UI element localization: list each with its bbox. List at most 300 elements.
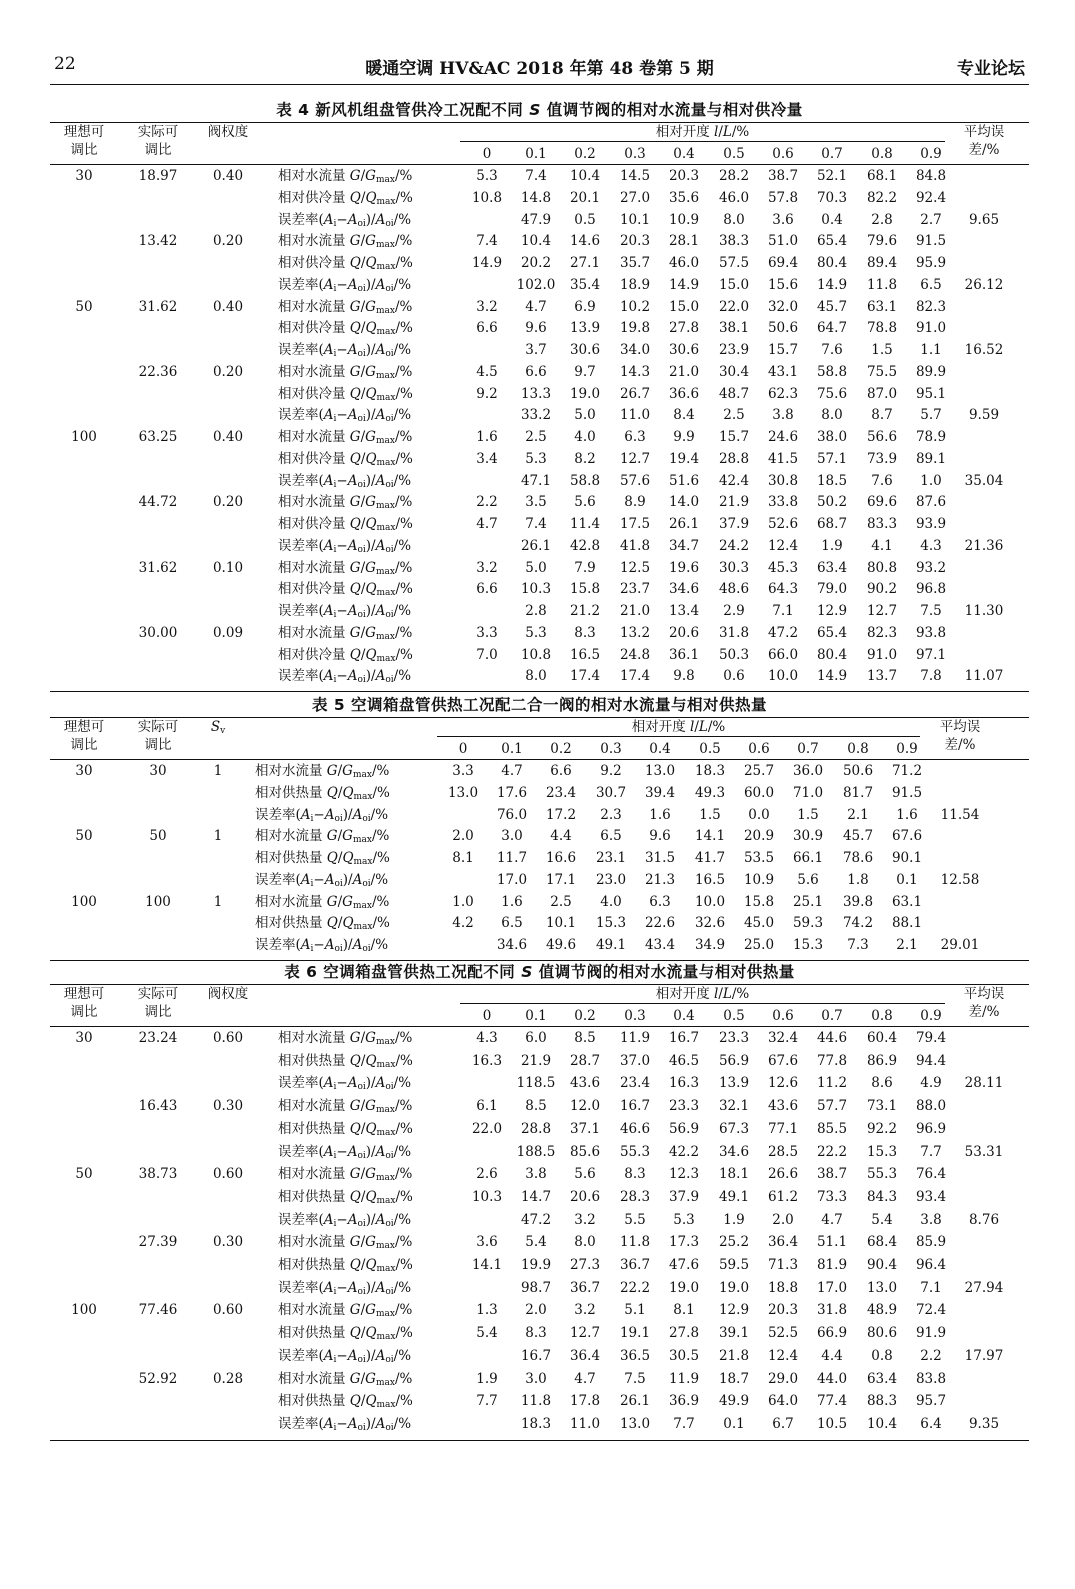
cell-value: 4.0 xyxy=(574,429,596,445)
cell-value: 38.7 xyxy=(816,1166,848,1183)
header-actual-ratio-2: 调比 xyxy=(144,142,172,158)
cell-value: 15.0 xyxy=(718,276,750,293)
cell-value: 86.9 xyxy=(866,1052,898,1069)
cell-value: 24.8 xyxy=(619,646,651,663)
header-avg-error: 平均误 xyxy=(939,719,981,735)
cell-value: 20.6 xyxy=(668,624,700,641)
header-opening-value: 0.7 xyxy=(821,1008,843,1024)
cell-value: 59.3 xyxy=(792,915,824,932)
cell-avg-error: 27.94 xyxy=(964,1279,1004,1296)
row-label xyxy=(278,255,413,271)
cell-value: 51.6 xyxy=(668,472,700,489)
row-label xyxy=(278,1144,411,1160)
row-label xyxy=(278,1416,411,1432)
cell-value: 15.8 xyxy=(743,893,775,910)
cell-value: 80.8 xyxy=(866,559,898,576)
cell-value: 79.4 xyxy=(915,1030,947,1046)
cell-value: 76.0 xyxy=(496,806,528,823)
cell-value: 60.4 xyxy=(866,1030,898,1046)
cell-valve-weight: 0.40 xyxy=(212,298,244,315)
row-label-q: 相对供热量 $Q/Q_{max}/\%$ xyxy=(255,850,390,867)
cell-ideal-ratio: 50 xyxy=(75,298,93,315)
cell-value: 69.4 xyxy=(767,255,799,271)
cell-value: 13.7 xyxy=(866,668,898,685)
cell-value: 64.0 xyxy=(767,1393,799,1410)
cell-value: 64.7 xyxy=(816,320,848,337)
cell-value: 82.3 xyxy=(915,298,947,315)
row-label xyxy=(255,785,390,801)
row-label-g: 相对水流量 $G/G_{max}/\%$ xyxy=(278,624,413,642)
row-label-e: 误差率$(A_i-A_{oi})/A_{oi}/\%$ xyxy=(278,1279,412,1297)
cell-value: 2.8 xyxy=(871,211,893,228)
cell-value: 37.0 xyxy=(619,1052,651,1069)
cell-value: 38.0 xyxy=(816,429,848,445)
cell-value: 63.1 xyxy=(866,298,898,315)
cell-value: 29.0 xyxy=(767,1370,799,1387)
cell-value: 12.4 xyxy=(767,537,799,554)
cell-value: 71.0 xyxy=(792,784,824,801)
row-label-q: 相对供冷量 $Q/Q_{max}/\%$ xyxy=(278,385,413,403)
cell-avg-error: 12.58 xyxy=(940,871,980,888)
cell-value: 72.4 xyxy=(915,1302,947,1319)
cell-value: 66.1 xyxy=(792,850,824,866)
table-6-opening-rule xyxy=(460,1003,945,1004)
cell-value: 47.9 xyxy=(520,211,552,228)
cell-value: 10.8 xyxy=(520,646,552,663)
cell-value: 6.9 xyxy=(574,298,596,315)
cell-valve-weight: 1 xyxy=(213,893,223,910)
cell-value: 7.0 xyxy=(476,646,498,663)
cell-value: 3.0 xyxy=(525,1370,547,1387)
table-4-bottom-rule xyxy=(50,691,1029,692)
cell-value: 13.0 xyxy=(866,1279,898,1296)
cell-value: 2.1 xyxy=(847,806,869,823)
cell-value: 5.3 xyxy=(525,450,547,467)
cell-value: 52.5 xyxy=(767,1325,799,1342)
header-opening-value: 0 xyxy=(458,741,468,757)
cell-value: 77.4 xyxy=(816,1393,848,1410)
header-avg-error: 平均误 xyxy=(963,124,1005,140)
row-label-g: 相对水流量 $G/G_{max}/\%$ xyxy=(278,168,413,185)
row-label xyxy=(255,937,388,953)
cell-value: 0.1 xyxy=(723,1415,745,1432)
cell-value: 36.5 xyxy=(619,1347,651,1364)
cell-value: 85.5 xyxy=(816,1120,848,1137)
cell-valve-weight: 1 xyxy=(213,828,223,845)
cell-avg-error: 26.12 xyxy=(964,276,1004,293)
cell-value: 4.7 xyxy=(574,1370,596,1387)
cell-value: 62.3 xyxy=(767,385,799,402)
row-label-q: 相对供热量 $Q/Q_{max}/\%$ xyxy=(278,1325,413,1343)
row-label xyxy=(278,342,411,358)
cell-value: 91.0 xyxy=(866,646,898,663)
cell-value: 95.1 xyxy=(915,385,947,402)
cell-valve-weight: 0.60 xyxy=(212,1166,244,1183)
cell-actual-ratio: 31.62 xyxy=(138,559,178,576)
row-label-e: 误差率$(A_i-A_{oi})/A_{oi}/\%$ xyxy=(278,276,412,294)
cell-value: 10.3 xyxy=(520,581,552,598)
cell-value: 31.8 xyxy=(718,624,750,641)
cell-avg-error: 28.11 xyxy=(964,1075,1004,1092)
table-5-opening-rule xyxy=(437,736,920,737)
cell-value: 26.6 xyxy=(767,1166,799,1183)
cell-value: 68.4 xyxy=(866,1234,898,1251)
row-label xyxy=(278,1189,413,1205)
row-label xyxy=(278,625,412,641)
cell-value: 21.9 xyxy=(718,494,750,511)
cell-value: 23.0 xyxy=(595,871,627,888)
cell-value: 17.1 xyxy=(545,871,577,888)
cell-value: 52.6 xyxy=(767,516,799,532)
row-label-q: 相对供热量 $Q/Q_{max}/\%$ xyxy=(278,1188,413,1206)
cell-value: 8.1 xyxy=(452,850,474,866)
row-label-q: 相对供热量 $Q/Q_{max}/\%$ xyxy=(278,1393,413,1411)
cell-value: 16.7 xyxy=(619,1098,651,1115)
cell-value: 5.0 xyxy=(574,407,596,424)
cell-value: 15.7 xyxy=(718,429,750,445)
cell-value: 92.2 xyxy=(866,1120,898,1137)
cell-value: 28.1 xyxy=(668,233,700,250)
row-label xyxy=(255,894,389,910)
cell-value: 37.9 xyxy=(718,516,750,532)
cell-value: 15.3 xyxy=(866,1143,898,1160)
cell-value: 68.1 xyxy=(866,168,898,184)
cell-value: 91.9 xyxy=(915,1325,947,1342)
row-label xyxy=(255,763,389,779)
cell-value: 33.8 xyxy=(767,494,799,511)
cell-value: 8.3 xyxy=(574,624,596,641)
cell-value: 7.4 xyxy=(476,233,498,250)
cell-value: 17.0 xyxy=(496,871,528,888)
cell-value: 6.6 xyxy=(550,763,572,779)
cell-value: 14.3 xyxy=(619,363,651,380)
caption-text-end: 值调节阀的相对水流量与相对供冷量 xyxy=(540,101,803,119)
cell-valve-weight: 0.09 xyxy=(212,624,244,641)
cell-value: 51.1 xyxy=(816,1234,848,1251)
cell-value: 4.1 xyxy=(871,537,893,554)
row-label xyxy=(278,1075,411,1091)
cell-value: 30.7 xyxy=(595,784,627,801)
header-avg-error-2: 差/% xyxy=(968,1004,1000,1020)
cell-value: 13.4 xyxy=(668,603,700,619)
header-ideal-ratio: 理想可 xyxy=(63,986,105,1002)
header-actual-ratio: 实际可 xyxy=(137,124,179,140)
header-ideal-ratio-2: 调比 xyxy=(70,737,98,753)
cell-actual-ratio: 22.36 xyxy=(138,363,178,380)
cell-value: 63.4 xyxy=(816,559,848,576)
cell-value: 78.9 xyxy=(915,429,947,445)
cell-value: 21.0 xyxy=(619,603,651,619)
header-avg-error: 平均误 xyxy=(963,986,1005,1002)
cell-value: 25.1 xyxy=(792,893,824,910)
cell-actual-ratio: 38.73 xyxy=(138,1166,178,1183)
cell-value: 14.1 xyxy=(471,1257,503,1273)
cell-valve-weight: 0.60 xyxy=(212,1302,244,1319)
cell-value: 9.8 xyxy=(673,668,695,685)
row-label xyxy=(278,1371,412,1387)
cell-value: 30.9 xyxy=(792,828,824,845)
cell-value: 4.3 xyxy=(476,1030,498,1046)
cell-value: 36.6 xyxy=(668,385,700,402)
cell-value: 36.0 xyxy=(792,763,824,779)
cell-value: 64.3 xyxy=(767,581,799,598)
row-label-q: 相对供冷量 $Q/Q_{max}/\%$ xyxy=(278,189,413,207)
header-opening-value: 0.6 xyxy=(772,1008,794,1024)
caption-variable: S xyxy=(521,963,533,981)
cell-value: 37.1 xyxy=(569,1120,601,1137)
cell-value: 80.4 xyxy=(816,646,848,663)
cell-value: 93.9 xyxy=(915,516,947,532)
cell-value: 5.3 xyxy=(476,168,498,184)
header-opening-value: 0.1 xyxy=(525,1008,547,1024)
cell-value: 73.9 xyxy=(866,450,898,467)
header-opening-value: 0.2 xyxy=(550,741,572,757)
cell-value: 88.1 xyxy=(891,915,923,932)
cell-value: 2.6 xyxy=(476,1166,498,1183)
table-6-caption xyxy=(50,960,1029,982)
cell-value: 39.1 xyxy=(718,1325,750,1342)
row-label xyxy=(278,212,411,228)
cell-value: 5.3 xyxy=(673,1211,695,1228)
cell-value: 46.0 xyxy=(668,255,700,271)
cell-value: 10.9 xyxy=(743,871,775,888)
cell-value: 13.0 xyxy=(619,1415,651,1432)
cell-actual-ratio: 27.39 xyxy=(138,1234,178,1251)
section-label: 专业论坛 xyxy=(957,59,1025,79)
cell-value: 10.0 xyxy=(767,668,799,685)
cell-value: 50.6 xyxy=(842,763,874,779)
row-label xyxy=(278,277,411,293)
header-opening-value: 0.7 xyxy=(821,146,843,162)
row-label xyxy=(255,807,388,823)
cell-value: 11.9 xyxy=(668,1370,700,1387)
cell-value: 50.2 xyxy=(816,494,848,511)
row-label xyxy=(278,603,411,619)
cell-value: 4.7 xyxy=(525,298,547,315)
cell-value: 11.2 xyxy=(816,1075,848,1092)
cell-value: 68.7 xyxy=(816,516,848,532)
row-label-q: 相对供热量 $Q/Q_{max}/\%$ xyxy=(255,915,390,933)
cell-value: 36.7 xyxy=(619,1257,651,1273)
cell-value: 5.1 xyxy=(624,1302,646,1319)
cell-value: 47.2 xyxy=(520,1211,552,1228)
row-label-e: 误差率$(A_i-A_{oi})/A_{oi}/\%$ xyxy=(255,806,389,824)
cell-value: 36.4 xyxy=(767,1234,799,1251)
cell-value: 8.5 xyxy=(525,1098,547,1115)
cell-value: 27.0 xyxy=(619,189,651,206)
header-ideal-ratio-2: 调比 xyxy=(70,142,98,158)
row-label-e: 误差率$(A_i-A_{oi})/A_{oi}/\%$ xyxy=(278,1143,412,1161)
cell-actual-ratio: 100 xyxy=(145,893,171,910)
row-label-q: 相对供冷量 $Q/Q_{max}/\%$ xyxy=(278,516,413,533)
cell-value: 19.4 xyxy=(668,450,700,467)
cell-value: 1.6 xyxy=(896,806,918,823)
cell-actual-ratio: 31.62 xyxy=(138,298,178,315)
row-label-g: 相对水流量 $G/G_{max}/\%$ xyxy=(278,1098,413,1116)
cell-value: 3.2 xyxy=(574,1302,596,1319)
cell-avg-error: 53.31 xyxy=(964,1143,1004,1160)
cell-value: 55.3 xyxy=(866,1166,898,1183)
cell-value: 11.0 xyxy=(619,407,651,424)
cell-value: 42.2 xyxy=(668,1143,700,1160)
cell-value: 79.0 xyxy=(816,581,848,598)
cell-value: 45.7 xyxy=(842,828,874,845)
cell-value: 95.9 xyxy=(915,255,947,271)
cell-ideal-ratio: 100 xyxy=(71,893,97,910)
cell-value: 78.6 xyxy=(842,850,874,866)
cell-value: 12.7 xyxy=(866,603,898,619)
caption-variable: S xyxy=(529,101,541,119)
header-opening-value: 0.5 xyxy=(723,146,745,162)
cell-value: 10.4 xyxy=(520,233,552,250)
row-label-e: 误差率$(A_i-A_{oi})/A_{oi}/\%$ xyxy=(278,1075,412,1093)
header-opening-value: 0.4 xyxy=(649,741,671,757)
cell-value: 36.4 xyxy=(569,1347,601,1364)
cell-value: 28.8 xyxy=(520,1120,552,1137)
cell-value: 91.0 xyxy=(915,320,947,337)
cell-value: 57.5 xyxy=(718,255,750,271)
cell-value: 21.0 xyxy=(668,363,700,380)
cell-value: 43.6 xyxy=(569,1075,601,1092)
cell-value: 1.5 xyxy=(699,806,721,823)
header-opening-value: 0.8 xyxy=(847,741,869,757)
cell-value: 1.3 xyxy=(476,1302,498,1319)
cell-value: 73.3 xyxy=(816,1188,848,1205)
cell-value: 45.7 xyxy=(816,298,848,315)
cell-actual-ratio: 16.43 xyxy=(138,1098,178,1115)
cell-value: 188.5 xyxy=(516,1143,556,1160)
cell-value: 84.8 xyxy=(915,168,947,184)
cell-value: 3.4 xyxy=(476,450,498,467)
cell-value: 8.4 xyxy=(673,407,695,424)
row-label xyxy=(278,1257,413,1273)
cell-value: 6.5 xyxy=(600,828,622,845)
row-label-e: 误差率$(A_i-A_{oi})/A_{oi}/\%$ xyxy=(278,537,412,555)
cell-value: 94.4 xyxy=(915,1052,947,1069)
cell-value: 49.1 xyxy=(595,937,627,953)
header-avg-error-2: 差/% xyxy=(944,737,976,753)
table-4-caption xyxy=(50,98,1029,120)
cell-value: 6.0 xyxy=(525,1030,547,1046)
cell-value: 17.8 xyxy=(569,1393,601,1410)
cell-value: 90.1 xyxy=(891,850,923,866)
cell-value: 93.8 xyxy=(915,624,947,641)
cell-value: 7.1 xyxy=(920,1279,942,1296)
cell-value: 34.6 xyxy=(496,937,528,953)
row-label-q: 相对供热量 $Q/Q_{max}/\%$ xyxy=(278,1257,413,1274)
row-label xyxy=(278,1121,413,1137)
cell-value: 10.0 xyxy=(694,893,726,910)
header-avg-error-2: 差/% xyxy=(968,142,1000,158)
row-label-q: 相对供冷量 $Q/Q_{max}/\%$ xyxy=(278,581,413,599)
cell-value: 20.3 xyxy=(668,168,700,184)
row-label-g: 相对水流量 $G/G_{max}/\%$ xyxy=(278,1234,413,1252)
row-label-g: 相对水流量 $G/G_{max}/\%$ xyxy=(278,233,413,251)
cell-value: 18.1 xyxy=(718,1166,750,1183)
header-actual-ratio: 实际可 xyxy=(137,986,179,1002)
cell-value: 19.0 xyxy=(668,1279,700,1296)
cell-value: 14.0 xyxy=(668,494,700,511)
cell-value: 58.8 xyxy=(569,472,601,489)
cell-value: 49.6 xyxy=(545,937,577,953)
cell-value: 1.9 xyxy=(476,1370,498,1387)
cell-actual-ratio: 13.42 xyxy=(138,233,178,250)
cell-value: 8.6 xyxy=(871,1075,893,1092)
cell-value: 17.5 xyxy=(619,516,651,532)
cell-value: 12.7 xyxy=(569,1325,601,1342)
caption-text: 表 6 空调箱盘管供热工况配不同 xyxy=(284,963,522,981)
cell-avg-error: 11.30 xyxy=(964,603,1004,619)
cell-value: 41.8 xyxy=(619,537,651,554)
row-label-e: 误差率$(A_i-A_{oi})/A_{oi}/\%$ xyxy=(278,407,412,425)
table-5-top-rule xyxy=(50,717,1029,718)
cell-value: 4.7 xyxy=(501,763,523,779)
header-actual-ratio-2: 调比 xyxy=(144,1004,172,1020)
cell-value: 2.9 xyxy=(723,603,745,619)
cell-avg-error: 9.35 xyxy=(968,1415,1000,1432)
cell-value: 12.9 xyxy=(816,603,848,619)
cell-value: 16.3 xyxy=(471,1052,503,1069)
cell-value: 7.6 xyxy=(871,472,893,489)
table-6-top-rule xyxy=(50,984,1029,985)
row-label xyxy=(278,233,412,249)
cell-value: 118.5 xyxy=(516,1075,556,1092)
cell-value: 20.9 xyxy=(743,828,775,845)
header-opening-value: 0.3 xyxy=(624,1008,646,1024)
cell-value: 88.0 xyxy=(915,1098,947,1115)
cell-value: 87.6 xyxy=(915,494,947,511)
row-label xyxy=(278,429,412,445)
row-label xyxy=(255,850,390,866)
cell-value: 0.5 xyxy=(574,211,596,228)
cell-value: 11.8 xyxy=(520,1393,552,1410)
caption-text: 表 4 新风机组盘管供冷工况配不同 xyxy=(276,101,530,119)
cell-value: 58.8 xyxy=(816,363,848,380)
cell-value: 15.0 xyxy=(668,298,700,315)
cell-value: 57.8 xyxy=(767,189,799,206)
cell-value: 2.0 xyxy=(772,1211,794,1228)
row-label xyxy=(278,581,413,597)
cell-value: 5.4 xyxy=(476,1325,498,1342)
cell-value: 93.4 xyxy=(915,1188,947,1205)
cell-value: 45.0 xyxy=(743,915,775,932)
cell-value: 11.0 xyxy=(569,1415,601,1432)
cell-value: 39.4 xyxy=(644,784,676,801)
cell-value: 5.6 xyxy=(574,1166,596,1183)
row-label-e: 误差率$(A_i-A_{oi})/A_{oi}/\%$ xyxy=(255,937,389,954)
cell-value: 15.8 xyxy=(569,581,601,598)
cell-value: 28.8 xyxy=(718,450,750,467)
cell-actual-ratio: 44.72 xyxy=(138,494,178,511)
cell-value: 17.0 xyxy=(816,1279,848,1296)
cell-value: 14.5 xyxy=(619,168,651,184)
cell-value: 77.8 xyxy=(816,1052,848,1069)
cell-value: 48.6 xyxy=(718,581,750,598)
cell-value: 88.3 xyxy=(866,1393,898,1410)
cell-value: 1.6 xyxy=(501,893,523,910)
row-label-g: 相对水流量 $G/G_{max}/\%$ xyxy=(255,828,390,846)
cell-value: 34.0 xyxy=(619,342,651,358)
cell-value: 5.0 xyxy=(525,559,547,576)
cell-value: 37.9 xyxy=(668,1188,700,1205)
cell-value: 3.0 xyxy=(501,828,523,845)
cell-value: 7.4 xyxy=(525,168,547,184)
header-opening-value: 0.6 xyxy=(772,146,794,162)
cell-value: 56.6 xyxy=(866,429,898,445)
cell-value: 2.5 xyxy=(723,407,745,424)
cell-value: 25.0 xyxy=(743,937,775,953)
cell-actual-ratio: 63.25 xyxy=(138,429,178,445)
